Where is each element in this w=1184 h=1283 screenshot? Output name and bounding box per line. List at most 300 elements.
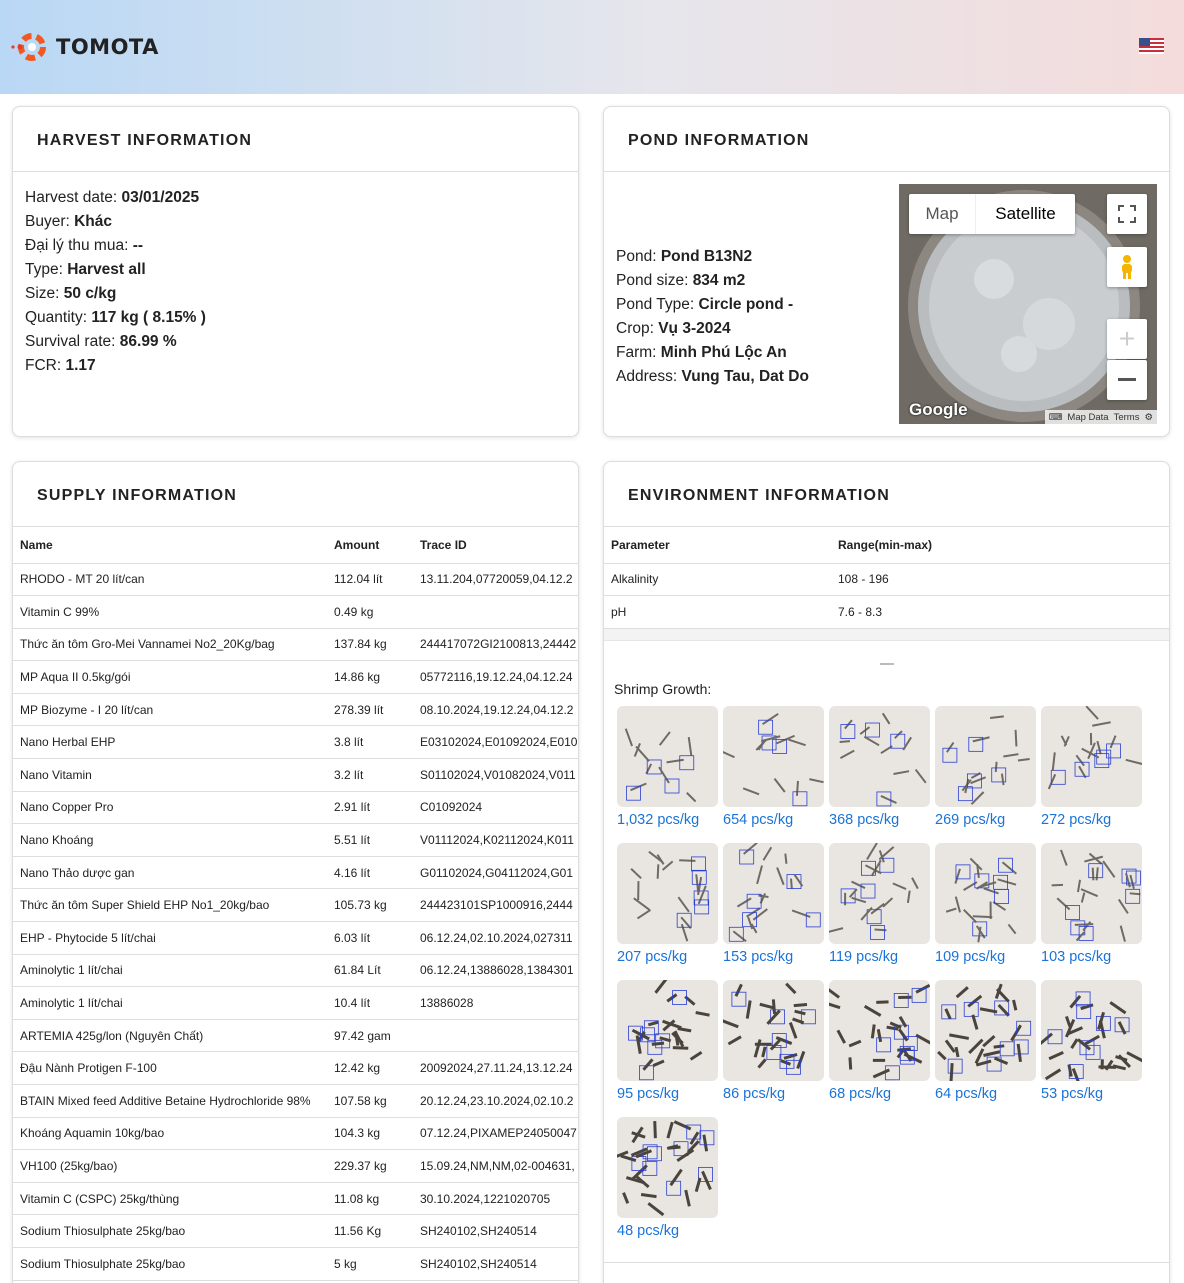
supply-title: SUPPLY INFORMATION <box>13 462 578 527</box>
shrimp-mark <box>1011 1025 1020 1040</box>
shrimp-mark <box>865 1006 881 1015</box>
brand-logo[interactable] <box>8 30 159 64</box>
map-tab[interactable]: Map <box>925 204 959 223</box>
shrimp-mark <box>678 1028 692 1030</box>
growth-count-label[interactable]: 68 pcs/kg <box>829 1086 892 1102</box>
shrimp-mark <box>777 868 784 885</box>
environment-cell: Alkalinity <box>604 563 831 596</box>
pond-title: POND INFORMATION <box>604 107 1169 172</box>
shrimp-mark <box>728 1037 741 1044</box>
detection-box <box>865 723 879 737</box>
harvest-value: 1.17 <box>65 357 96 374</box>
shrimp-mark <box>671 1170 682 1186</box>
shrimp-mark <box>878 1029 880 1042</box>
supply-cell: 10.4 lít <box>327 987 413 1020</box>
shrimp-photo[interactable] <box>829 843 930 944</box>
shrimp-mark <box>873 1070 889 1077</box>
settings-icon[interactable]: ⚙ <box>1144 411 1153 423</box>
zoom-in-button[interactable] <box>1107 319 1147 359</box>
shrimp-mark <box>1126 760 1142 764</box>
supply-cell: Sodium Thiosulphate 25kg/bao <box>13 1247 327 1280</box>
shrimp-photo-graphic <box>617 980 718 1081</box>
supply-cell: Nano Herbal EHP <box>13 726 327 759</box>
us-flag-icon[interactable] <box>1139 38 1164 54</box>
supply-cell: 97.42 gam <box>327 1019 413 1052</box>
harvest-label: Survival rate: <box>25 333 120 350</box>
detection-box <box>1126 889 1140 903</box>
harvest-row <box>25 282 566 306</box>
growth-thumbnail[interactable] <box>617 1117 718 1239</box>
shrimp-mark <box>1082 893 1085 903</box>
zoom-out-button[interactable] <box>1107 360 1147 400</box>
shrimp-mark <box>946 909 956 912</box>
supply-cell: Vitamin C 99% <box>13 596 327 629</box>
shrimp-mark <box>912 878 918 889</box>
harvest-value: 117 kg ( 8.15% ) <box>91 309 206 326</box>
shrimp-photo[interactable] <box>935 843 1036 944</box>
harvest-row <box>25 306 566 330</box>
shrimp-mark <box>1116 1057 1128 1061</box>
supply-cell: 278.39 lít <box>327 693 413 726</box>
supply-cell: 4.16 lít <box>327 856 413 889</box>
shrimp-mark <box>760 1004 773 1007</box>
shrimp-mark <box>946 1009 950 1019</box>
growth-count-label[interactable]: 64 pcs/kg <box>935 1086 998 1102</box>
shrimp-mark <box>1093 868 1094 881</box>
pond-label: Crop: <box>616 320 659 337</box>
shrimp-mark <box>761 736 780 741</box>
supply-card <box>12 461 579 1283</box>
shrimp-mark <box>999 1005 1009 1016</box>
shrimp-mark <box>763 847 771 860</box>
supply-cell: RHODO - MT 20 lít/can <box>13 563 327 596</box>
supply-cell: Sodium Thiosulphate 25kg/bao <box>13 1215 327 1248</box>
pond-label: Pond: <box>616 248 661 265</box>
shrimp-mark <box>1092 722 1110 726</box>
shrimp-mark <box>673 1048 688 1049</box>
shrimp-mark <box>636 747 649 762</box>
pond-label: Address: <box>616 368 682 385</box>
shrimp-mark <box>626 729 632 746</box>
shrimp-mark <box>881 796 897 803</box>
shrimp-mark <box>781 1061 791 1065</box>
supply-cell: 104.3 kg <box>327 1117 413 1150</box>
environment-cell: 7.6 - 8.3 <box>831 596 1169 629</box>
shrimp-mark <box>1062 736 1067 745</box>
pond-value: Vụ 3-2024 <box>658 320 731 337</box>
supply-cell: Nano Copper Pro <box>13 791 327 824</box>
supply-cell: 30.10.2024,1221020705 <box>413 1182 578 1215</box>
supply-cell: 105.73 kg <box>327 889 413 922</box>
section-divider <box>604 629 1169 641</box>
growth-count-label[interactable]: 153 pcs/kg <box>723 949 794 965</box>
shrimp-mark <box>957 987 968 997</box>
supply-table <box>13 527 578 1281</box>
growth-count-label[interactable]: 48 pcs/kg <box>617 1223 680 1239</box>
harvest-label: Quantity: <box>25 309 92 326</box>
shrimp-mark <box>1077 932 1085 940</box>
supply-cell: Nano Vitamin <box>13 759 327 792</box>
supply-row <box>13 661 578 694</box>
shrimp-photo[interactable] <box>617 706 718 807</box>
harvest-row <box>25 186 566 210</box>
detection-box <box>841 725 855 739</box>
environment-cell: 108 - 196 <box>831 563 1169 596</box>
shrimp-mark <box>1110 1002 1125 1013</box>
map-data-link[interactable]: Map Data <box>1067 411 1109 423</box>
growth-thumbnail[interactable] <box>1041 706 1142 828</box>
supply-cell: 244423101SP1000916,2444 <box>413 889 578 922</box>
tomota-logo-icon <box>8 30 50 64</box>
shrimp-mark <box>744 843 757 854</box>
detection-box <box>680 756 694 770</box>
shrimp-mark <box>1130 875 1133 889</box>
supply-cell: SH240102,SH240514 <box>413 1247 578 1280</box>
shrimp-mark <box>723 1020 738 1027</box>
shrimp-photo-graphic <box>723 843 824 944</box>
shrimp-mark <box>1072 1039 1078 1048</box>
environment-column-header[interactable]: Range(min-max) <box>831 527 1169 563</box>
detection-box <box>995 889 1009 903</box>
shrimp-mark <box>784 1054 797 1058</box>
environment-card <box>603 461 1170 1283</box>
shrimp-photo[interactable] <box>617 980 718 1081</box>
harvest-label: Harvest date: <box>25 189 122 206</box>
shrimp-mark <box>883 898 892 907</box>
shrimp-mark <box>797 781 798 796</box>
supply-cell: G01102024,G04112024,G01 <box>413 856 578 889</box>
growth-thumbnail[interactable] <box>1041 843 1142 965</box>
supply-cell: 0.49 kg <box>327 596 413 629</box>
supply-row <box>13 987 578 1020</box>
shrimp-photo[interactable] <box>829 980 930 1081</box>
shrimp-mark <box>829 987 839 998</box>
shrimp-mark <box>973 916 992 917</box>
shrimp-mark <box>956 897 960 913</box>
shrimp-mark <box>723 749 735 757</box>
shrimp-photo[interactable] <box>935 706 1036 807</box>
growth-count-label[interactable]: 1,032 pcs/kg <box>617 812 700 828</box>
supply-cell: Khoáng Aquamin 10kg/bao <box>13 1117 327 1150</box>
supply-cell: BTAIN Mixed feed Additive Betaine Hydrochloride 98% <box>13 1085 327 1118</box>
growth-count-label[interactable]: 272 pcs/kg <box>1041 812 1112 828</box>
shrimp-photo-graphic <box>829 706 930 807</box>
detection-box <box>1000 1042 1014 1056</box>
street-view-button[interactable] <box>1107 247 1147 287</box>
collapse-handle[interactable] <box>880 663 894 665</box>
shrimp-mark <box>883 713 890 724</box>
shrimp-photo[interactable] <box>723 843 824 944</box>
shrimp-mark <box>983 1052 999 1056</box>
card-bottom-divider <box>604 1262 1170 1263</box>
fullscreen-button[interactable] <box>1107 194 1147 234</box>
shrimp-mark <box>655 1121 656 1138</box>
supply-cell: 07.12.24,PIXAMEP24050047 <box>413 1117 578 1150</box>
shrimp-mark <box>998 879 1016 884</box>
growth-count-label[interactable]: 368 pcs/kg <box>829 812 900 828</box>
supply-cell: 05772116,19.12.24,04.12.24 <box>413 661 578 694</box>
supply-cell: EHP - Phytocide 5 lít/chai <box>13 922 327 955</box>
supply-row <box>13 889 578 922</box>
supply-cell: 6.03 lít <box>327 922 413 955</box>
growth-count-label[interactable]: 53 pcs/kg <box>1041 1086 1104 1102</box>
shrimp-mark <box>1097 867 1098 880</box>
shrimp-mark <box>1103 861 1115 877</box>
growth-thumbnail[interactable] <box>935 706 1036 828</box>
harvest-label: FCR: <box>25 357 66 374</box>
supply-row <box>13 856 578 889</box>
shrimp-mark <box>850 889 857 897</box>
shrimp-photo-graphic <box>935 843 1036 944</box>
supply-row <box>13 693 578 726</box>
growth-count-label[interactable]: 269 pcs/kg <box>935 812 1006 828</box>
harvest-row <box>25 234 566 258</box>
growth-thumbnail[interactable] <box>617 706 718 828</box>
shrimp-mark <box>973 737 990 741</box>
supply-row <box>13 922 578 955</box>
shrimp-mark <box>785 854 786 864</box>
growth-thumbnail[interactable] <box>617 843 718 965</box>
shrimp-photo[interactable] <box>617 1117 718 1218</box>
shrimp-mark <box>1075 924 1093 925</box>
detection-box <box>1089 864 1103 878</box>
growth-thumbnail[interactable] <box>1041 980 1142 1102</box>
supply-row <box>13 1247 578 1280</box>
shrimp-mark <box>990 716 1004 718</box>
detection-box <box>841 889 855 903</box>
shrimp-mark <box>976 1061 991 1065</box>
supply-cell: 13886028 <box>413 987 578 1020</box>
shrimp-mark <box>643 1059 652 1069</box>
growth-thumbnail[interactable] <box>723 706 824 828</box>
supply-cell: 137.84 kg <box>327 628 413 661</box>
environment-cell: pH <box>604 596 831 629</box>
shrimp-mark <box>1119 899 1128 913</box>
environment-table <box>604 527 1169 629</box>
shrimp-mark <box>949 1035 968 1039</box>
shrimp-mark <box>916 1035 930 1044</box>
supply-row <box>13 1019 578 1052</box>
shrimp-photo-graphic <box>723 706 824 807</box>
supply-cell: 08.10.2024,19.12.24,04.12.2 <box>413 693 578 726</box>
growth-thumbnail[interactable] <box>723 843 824 965</box>
supply-cell: Vitamin C (CSPC) 25kg/thùng <box>13 1182 327 1215</box>
shrimp-photo-graphic <box>617 706 718 807</box>
growth-thumbnail[interactable] <box>935 843 1036 965</box>
shrimp-photo-graphic <box>935 980 1036 1081</box>
supply-column-header[interactable]: Amount <box>327 527 413 563</box>
shrimp-photo-graphic <box>935 706 1036 807</box>
shrimp-mark <box>1041 1034 1052 1045</box>
pond-row <box>616 293 809 317</box>
shrimp-mark <box>852 882 865 889</box>
shrimp-mark <box>667 995 676 1002</box>
shrimp-mark <box>790 1023 796 1039</box>
growth-count-label[interactable]: 103 pcs/kg <box>1041 949 1112 965</box>
shrimp-mark <box>634 898 650 910</box>
supply-cell: C01092024 <box>413 791 578 824</box>
shrimp-photo[interactable] <box>829 706 930 807</box>
shrimp-mark <box>786 984 795 993</box>
supply-cell: V01112024,K02112024,K011 <box>413 824 578 857</box>
supply-cell: 5.51 lít <box>327 824 413 857</box>
shrimp-mark <box>970 858 981 869</box>
supply-cell: 13.11.204,07720059,04.12.2 <box>413 563 578 596</box>
shrimp-mark <box>908 891 910 903</box>
shrimp-mark <box>850 1057 851 1069</box>
growth-count-label[interactable]: 86 pcs/kg <box>723 1086 786 1102</box>
detection-box <box>732 992 746 1006</box>
harvest-label: Size: <box>25 285 64 302</box>
supply-row <box>13 791 578 824</box>
growth-thumbnail[interactable] <box>829 980 930 1102</box>
shrimp-photo[interactable] <box>723 980 824 1081</box>
pegman-icon <box>1119 254 1135 280</box>
supply-column-header[interactable]: Name <box>13 527 327 563</box>
growth-count-label[interactable]: 95 pcs/kg <box>617 1086 680 1102</box>
supply-cell: Aminolytic 1 lít/chai <box>13 987 327 1020</box>
shrimp-mark <box>763 1047 765 1057</box>
shrimp-mark <box>748 917 752 929</box>
growth-count-label[interactable]: 654 pcs/kg <box>723 812 794 828</box>
shrimp-mark <box>968 996 981 1006</box>
pond-value: Pond B13N2 <box>660 248 753 265</box>
shrimp-mark <box>864 737 879 746</box>
supply-cell: Nano Thảo dược gan <box>13 856 327 889</box>
pond-row <box>616 245 809 269</box>
shrimp-photo-graphic <box>829 843 930 944</box>
supply-row <box>13 954 578 987</box>
shrimp-mark <box>1061 850 1067 866</box>
shrimp-photo-graphic <box>617 843 718 944</box>
shrimp-photo[interactable] <box>617 843 718 944</box>
harvest-label: Type: <box>25 261 68 278</box>
supply-row <box>13 1150 578 1183</box>
growth-thumbnail[interactable] <box>617 980 718 1102</box>
shrimp-mark <box>1111 736 1116 748</box>
detection-box <box>691 857 705 871</box>
supply-cell: MP Biozyme - I 20 lít/can <box>13 693 327 726</box>
shrimp-mark <box>689 737 692 755</box>
shrimp-mark <box>946 1040 955 1052</box>
shrimp-mark <box>1018 1044 1020 1062</box>
supply-column-header[interactable]: Trace ID <box>413 527 578 563</box>
growth-thumbnail[interactable] <box>935 980 1036 1102</box>
shrimp-mark <box>637 910 650 918</box>
shrimp-mark <box>809 779 823 782</box>
shrimp-mark <box>903 737 911 750</box>
pond-value: 834 m2 <box>692 272 746 289</box>
growth-thumbnail[interactable] <box>723 980 824 1102</box>
shrimp-mark <box>971 792 983 804</box>
supply-cell: SH240102,SH240514 <box>413 1215 578 1248</box>
shrimp-mark <box>893 771 909 774</box>
pond-details <box>604 231 821 403</box>
satellite-tab[interactable]: Satellite <box>975 194 1075 234</box>
supply-cell: 11.56 Kg <box>327 1215 413 1248</box>
detection-box <box>700 1131 714 1145</box>
shrimp-mark <box>791 879 792 889</box>
shrimp-photo[interactable] <box>1041 980 1142 1081</box>
harvest-card <box>12 106 579 437</box>
detection-box <box>871 925 885 939</box>
pond-map[interactable] <box>899 184 1157 424</box>
shrimp-mark <box>775 779 785 792</box>
shrimp-photo[interactable] <box>935 980 1036 1081</box>
supply-row <box>13 1215 578 1248</box>
plus-icon: + <box>1118 323 1136 354</box>
shrimp-mark <box>1018 759 1030 761</box>
pond-value: Vung Tau, Dat Do <box>681 368 809 385</box>
shrimp-mark <box>659 767 669 783</box>
growth-count-label[interactable]: 207 pcs/kg <box>617 949 688 965</box>
shrimp-mark <box>893 883 906 889</box>
shrimp-mark <box>938 1052 945 1059</box>
shrimp-mark <box>904 1054 921 1062</box>
shrimp-mark <box>861 907 872 919</box>
growth-thumbnail[interactable] <box>829 706 930 828</box>
shrimp-photo[interactable] <box>1041 706 1142 807</box>
growth-thumbnail[interactable] <box>829 843 930 965</box>
shrimp-photo[interactable] <box>1041 843 1142 944</box>
growth-count-label[interactable]: 119 pcs/kg <box>829 949 899 965</box>
harvest-row <box>25 210 566 234</box>
shrimp-mark <box>1049 1052 1063 1058</box>
growth-count-label[interactable]: 109 pcs/kg <box>935 949 1006 965</box>
shrimp-mark <box>1008 924 1015 933</box>
map-type-toggle <box>909 194 1075 234</box>
shrimp-mark <box>641 1195 656 1197</box>
supply-row <box>13 596 578 629</box>
shrimp-photo[interactable] <box>723 706 824 807</box>
shrimp-mark <box>838 1030 845 1043</box>
shrimp-mark <box>867 843 877 859</box>
shrimp-mark <box>763 714 779 724</box>
shrimp-mark <box>656 980 667 993</box>
supply-cell: 06.12.24,02.10.2024,027311 <box>413 922 578 955</box>
supply-row <box>13 1182 578 1215</box>
fullscreen-icon <box>1118 205 1136 223</box>
harvest-details <box>13 172 578 392</box>
shrimp-mark <box>663 861 673 870</box>
environment-header-row <box>604 527 1169 563</box>
shrimp-mark <box>759 1059 766 1067</box>
shrimp-photo-graphic <box>617 1117 718 1218</box>
shrimp-mark <box>747 1001 750 1019</box>
supply-cell: ARTEMIA 425g/lon (Nguyên Chất) <box>13 1019 327 1052</box>
environment-body <box>604 563 1169 628</box>
terms-link[interactable]: Terms <box>1113 411 1140 423</box>
shrimp-mark <box>829 1002 840 1008</box>
keyboard-icon[interactable]: ⌨ <box>1048 411 1063 423</box>
detection-box <box>877 1038 891 1052</box>
supply-cell: Đậu Nành Protigen F-100 <box>13 1052 327 1085</box>
detection-box <box>894 993 908 1007</box>
pond-value: Circle pond - <box>698 296 794 313</box>
environment-column-header[interactable]: Parameter <box>604 527 831 563</box>
supply-cell: Aminolytic 1 lít/chai <box>13 954 327 987</box>
shrimp-mark <box>682 924 688 941</box>
supply-body <box>13 563 578 1280</box>
detection-box <box>885 1066 899 1080</box>
harvest-value: 86.99 % <box>119 333 177 350</box>
supply-row <box>13 824 578 857</box>
shrimp-mark <box>1097 741 1100 754</box>
supply-cell: 112.04 lít <box>327 563 413 596</box>
minus-icon <box>1118 378 1136 382</box>
supply-cell: Nano Khoáng <box>13 824 327 857</box>
shrimp-mark <box>895 731 902 738</box>
